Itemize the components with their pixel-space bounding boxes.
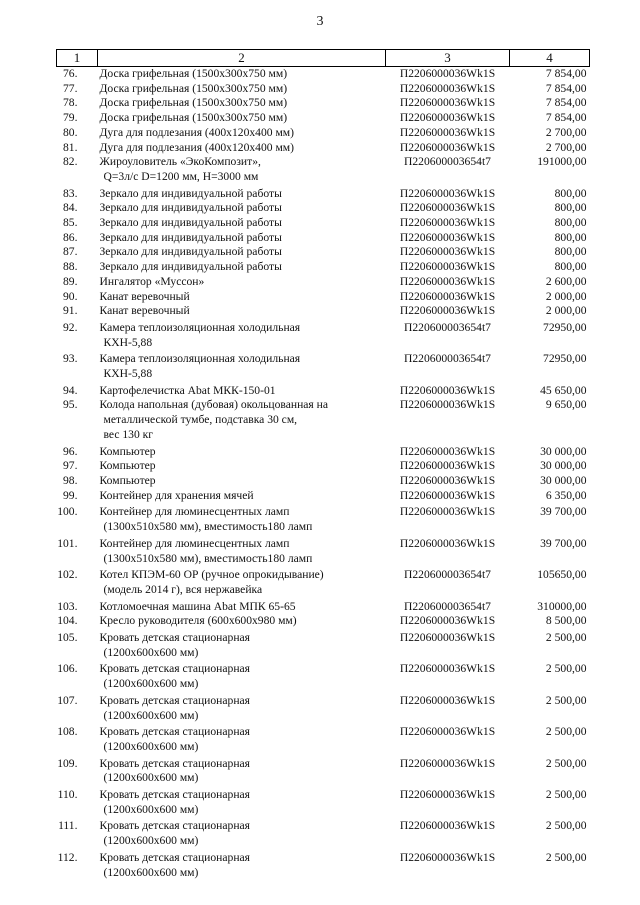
item-code: П2206000036Wk1S bbox=[399, 536, 496, 550]
item-name: (1200х600х600 мм) bbox=[103, 739, 199, 753]
item-name: Компьютер bbox=[99, 459, 156, 473]
item-price: 191000,00 bbox=[537, 155, 587, 169]
table-row-continuation bbox=[57, 740, 590, 755]
item-price: 2 500,00 bbox=[545, 819, 587, 833]
table-row-continuation bbox=[57, 834, 590, 849]
table-header bbox=[57, 50, 590, 67]
item-number bbox=[57, 740, 98, 755]
item-price: 9 650,00 bbox=[545, 398, 587, 412]
item-number: 105. bbox=[57, 631, 78, 645]
item-number: 84. bbox=[63, 201, 78, 215]
item-code bbox=[386, 834, 510, 849]
item-name: Кресло руководителя (600х600х980 мм) bbox=[99, 614, 297, 628]
item-number: 83. bbox=[63, 186, 78, 200]
item-name: Кровать детская стационарная bbox=[99, 850, 251, 864]
item-name: КХН-5,88 bbox=[103, 367, 153, 381]
item-name: Зеркало для индивидуальной работы bbox=[99, 260, 282, 274]
item-code bbox=[386, 646, 510, 661]
table-row bbox=[57, 819, 590, 834]
item-price bbox=[510, 866, 590, 881]
item-number bbox=[57, 428, 98, 443]
table-row bbox=[57, 459, 590, 474]
item-price bbox=[510, 646, 590, 661]
item-name: (1300х510х580 мм), вместимость180 ламп bbox=[103, 551, 313, 565]
item-number: 85. bbox=[63, 216, 78, 230]
item-name: Жироуловитель «ЭкоКомпозит», bbox=[99, 155, 261, 169]
table-row-continuation bbox=[57, 336, 590, 351]
table-row-continuation bbox=[57, 428, 590, 443]
item-name: (1200х600х600 мм) bbox=[103, 645, 199, 659]
column-header-3: 3 bbox=[386, 50, 510, 67]
column-header-4: 4 bbox=[510, 50, 590, 67]
item-price: 800,00 bbox=[554, 216, 587, 230]
item-code: П2206000036Wk1S bbox=[399, 289, 496, 303]
item-name: Доска грифельная (1500х300х750 мм) bbox=[99, 111, 288, 125]
item-price: 2 500,00 bbox=[545, 788, 587, 802]
table-row bbox=[57, 694, 590, 709]
item-code bbox=[386, 336, 510, 351]
table-row bbox=[57, 111, 590, 126]
column-header-2: 2 bbox=[98, 50, 386, 67]
item-price: 30 000,00 bbox=[540, 473, 587, 487]
item-price: 7 854,00 bbox=[545, 111, 587, 125]
table-row bbox=[57, 384, 590, 399]
item-name: Зеркало для индивидуальной работы bbox=[99, 230, 282, 244]
table-row bbox=[57, 537, 590, 552]
item-code: П2206000036Wk1S bbox=[399, 398, 496, 412]
item-code: П2206000036Wk1S bbox=[399, 304, 496, 318]
item-name: Доска грифельная (1500х300х750 мм) bbox=[99, 81, 288, 95]
table-row bbox=[57, 788, 590, 803]
item-code: П2206000036Wk1S bbox=[399, 245, 496, 259]
item-price: 2 000,00 bbox=[545, 289, 587, 303]
item-price: 45 650,00 bbox=[540, 383, 587, 397]
item-name: Картофелечистка Abat МКК-150-01 bbox=[99, 383, 276, 397]
item-price bbox=[510, 413, 590, 428]
item-number bbox=[57, 646, 98, 661]
table-row bbox=[57, 275, 590, 290]
item-price: 800,00 bbox=[554, 230, 587, 244]
item-code: П2206000036Wk1S bbox=[399, 274, 496, 288]
item-price: 72950,00 bbox=[543, 320, 587, 334]
table-row bbox=[57, 352, 590, 367]
item-name: Зеркало для индивидуальной работы bbox=[99, 186, 282, 200]
item-number: 88. bbox=[63, 260, 78, 274]
table-row bbox=[57, 398, 590, 413]
item-number bbox=[57, 336, 98, 351]
item-name: Котел КПЭМ-60 ОР (ручное опрокидывание) bbox=[99, 568, 324, 582]
item-price: 7 854,00 bbox=[545, 67, 587, 80]
item-code bbox=[386, 413, 510, 428]
item-price bbox=[510, 709, 590, 724]
item-price bbox=[510, 170, 590, 185]
item-price: 310000,00 bbox=[537, 599, 587, 613]
item-price bbox=[510, 740, 590, 755]
item-price bbox=[510, 834, 590, 849]
item-name: Канат веревочный bbox=[99, 289, 190, 303]
column-header-1: 1 bbox=[57, 50, 98, 67]
item-code: П2206000036Wk1S bbox=[399, 201, 496, 215]
item-name: Контейнер для хранения мячей bbox=[99, 488, 254, 502]
item-number bbox=[57, 709, 98, 724]
item-number: 79. bbox=[63, 111, 78, 125]
item-name: Зеркало для индивидуальной работы bbox=[99, 245, 282, 259]
item-price: 800,00 bbox=[554, 186, 587, 200]
item-number: 108. bbox=[57, 725, 78, 739]
item-number: 99. bbox=[63, 488, 78, 502]
item-name: Канат веревочный bbox=[99, 304, 190, 318]
item-name: Доска грифельная (1500х300х750 мм) bbox=[99, 67, 288, 80]
item-name: Дуга для подлезания (400х120х400 мм) bbox=[99, 125, 294, 139]
item-number: 102. bbox=[57, 568, 78, 582]
item-name: Кровать детская стационарная bbox=[99, 725, 251, 739]
item-price bbox=[510, 367, 590, 382]
item-number: 110. bbox=[57, 788, 78, 802]
table-row bbox=[57, 600, 590, 615]
item-code: П2206000036Wk1S bbox=[399, 459, 496, 473]
item-code: П2206000036Wk1S bbox=[399, 444, 496, 458]
table-row-continuation bbox=[57, 866, 590, 881]
item-name: КХН-5,88 bbox=[103, 335, 153, 349]
item-code: П2206000036Wk1S bbox=[399, 662, 496, 676]
item-name: (1200х600х600 мм) bbox=[103, 802, 199, 816]
item-code: П2206000036Wk1S bbox=[399, 383, 496, 397]
item-price bbox=[510, 583, 590, 598]
item-price: 30 000,00 bbox=[540, 444, 587, 458]
item-name: Кровать детская стационарная bbox=[99, 788, 251, 802]
item-number bbox=[57, 413, 98, 428]
item-price bbox=[510, 336, 590, 351]
table-row-continuation bbox=[57, 413, 590, 428]
item-code: П2206000036Wk1S bbox=[399, 96, 496, 110]
item-price: 2 500,00 bbox=[545, 756, 587, 770]
item-code bbox=[386, 740, 510, 755]
item-name: Дуга для подлезания (400х120х400 мм) bbox=[99, 140, 294, 154]
table-row bbox=[57, 67, 590, 82]
item-code bbox=[386, 709, 510, 724]
item-code: П2206000036Wk1S bbox=[399, 186, 496, 200]
item-price bbox=[510, 771, 590, 786]
item-code bbox=[386, 677, 510, 692]
item-number: 111. bbox=[58, 819, 78, 833]
item-number: 89. bbox=[63, 274, 78, 288]
item-code bbox=[386, 170, 510, 185]
item-number bbox=[57, 520, 98, 535]
item-price: 800,00 bbox=[554, 245, 587, 259]
table-row-continuation bbox=[57, 646, 590, 661]
page-number: 3 bbox=[316, 14, 324, 29]
table-row bbox=[57, 187, 590, 202]
table-row-continuation bbox=[57, 367, 590, 382]
table-row bbox=[57, 725, 590, 740]
item-name: Компьютер bbox=[99, 444, 156, 458]
table-row-continuation bbox=[57, 803, 590, 818]
item-name: Зеркало для индивидуальной работы bbox=[99, 216, 282, 230]
table-row-continuation bbox=[57, 771, 590, 786]
item-code: П2206000036Wk1S bbox=[399, 230, 496, 244]
item-code bbox=[386, 428, 510, 443]
item-number: 90. bbox=[63, 289, 78, 303]
item-number: 87. bbox=[63, 245, 78, 259]
item-price: 8 500,00 bbox=[545, 614, 587, 628]
item-number: 93. bbox=[63, 352, 78, 366]
item-name: (1300х510х580 мм), вместимость180 ламп bbox=[103, 520, 313, 534]
table-row bbox=[57, 96, 590, 111]
item-number: 106. bbox=[57, 662, 78, 676]
item-price: 39 700,00 bbox=[540, 505, 587, 519]
item-price: 6 350,00 bbox=[545, 488, 587, 502]
item-name: Ингалятор «Муссон» bbox=[99, 274, 205, 288]
table-row bbox=[57, 201, 590, 216]
item-price: 2 500,00 bbox=[545, 850, 587, 864]
item-number: 91. bbox=[63, 304, 78, 318]
item-name: (1200х600х600 мм) bbox=[103, 771, 199, 785]
table-row bbox=[57, 474, 590, 489]
item-code: П2206000036Wk1S bbox=[399, 216, 496, 230]
item-number bbox=[57, 367, 98, 382]
item-name: Доска грифельная (1500х300х750 мм) bbox=[99, 96, 288, 110]
table-row bbox=[57, 141, 590, 156]
table-row-continuation bbox=[57, 170, 590, 185]
item-code bbox=[386, 866, 510, 881]
item-name: Камера теплоизоляционная холодильная bbox=[99, 320, 301, 334]
table-row bbox=[57, 445, 590, 460]
table-row bbox=[57, 662, 590, 677]
item-name: (1200х600х600 мм) bbox=[103, 677, 199, 691]
item-number bbox=[57, 834, 98, 849]
item-code: П2206000036Wk1S bbox=[399, 111, 496, 125]
item-code: П2206000036Wk1S bbox=[399, 488, 496, 502]
item-number bbox=[57, 771, 98, 786]
table-row bbox=[57, 216, 590, 231]
item-code: П220600003654t7 bbox=[404, 155, 491, 169]
item-price: 800,00 bbox=[554, 260, 587, 274]
item-price: 2 500,00 bbox=[545, 725, 587, 739]
item-code: П2206000036Wk1S bbox=[399, 725, 496, 739]
item-code: П2206000036Wk1S bbox=[399, 756, 496, 770]
item-code bbox=[386, 552, 510, 567]
item-code: П220600003654t7 bbox=[404, 352, 491, 366]
item-name: Камера теплоизоляционная холодильная bbox=[99, 352, 301, 366]
item-number: 86. bbox=[63, 230, 78, 244]
item-name: Кровать детская стационарная bbox=[99, 662, 251, 676]
item-code: П2206000036Wk1S bbox=[399, 140, 496, 154]
item-number: 78. bbox=[63, 96, 78, 110]
item-name: Кровать детская стационарная bbox=[99, 693, 251, 707]
item-code: П2206000036Wk1S bbox=[399, 614, 496, 628]
item-code: П2206000036Wk1S bbox=[399, 788, 496, 802]
item-name: (1200х600х600 мм) bbox=[103, 834, 199, 848]
table-row bbox=[57, 757, 590, 772]
item-number: 101. bbox=[57, 536, 78, 550]
item-name: (1200х600х600 мм) bbox=[103, 708, 199, 722]
item-number: 94. bbox=[63, 383, 78, 397]
table-row bbox=[57, 245, 590, 260]
item-number: 109. bbox=[57, 756, 78, 770]
item-number: 103. bbox=[57, 599, 78, 613]
item-price: 2 600,00 bbox=[545, 274, 587, 288]
item-number bbox=[57, 866, 98, 881]
item-code: П2206000036Wk1S bbox=[399, 693, 496, 707]
item-price: 2 500,00 bbox=[545, 662, 587, 676]
table-row bbox=[57, 631, 590, 646]
item-code bbox=[386, 583, 510, 598]
item-name: Колода напольная (дубовая) окольцованная на bbox=[99, 398, 329, 412]
table-row bbox=[57, 260, 590, 275]
table-row-continuation bbox=[57, 709, 590, 724]
item-code: П2206000036Wk1S bbox=[399, 260, 496, 274]
item-price: 2 700,00 bbox=[545, 125, 587, 139]
item-number: 98. bbox=[63, 473, 78, 487]
item-code: П2206000036Wk1S bbox=[399, 473, 496, 487]
item-number: 96. bbox=[63, 444, 78, 458]
item-number bbox=[57, 170, 98, 185]
item-price bbox=[510, 520, 590, 535]
item-price bbox=[510, 428, 590, 443]
item-number: 81. bbox=[63, 140, 78, 154]
table-row bbox=[57, 126, 590, 141]
item-price: 105650,00 bbox=[537, 568, 587, 582]
item-price: 7 854,00 bbox=[545, 81, 587, 95]
item-code: П2206000036Wk1S bbox=[399, 819, 496, 833]
item-number bbox=[57, 583, 98, 598]
item-price: 2 500,00 bbox=[545, 631, 587, 645]
item-price: 30 000,00 bbox=[540, 459, 587, 473]
table-row bbox=[57, 82, 590, 97]
item-price bbox=[510, 677, 590, 692]
item-name: Контейнер для люминесцентных ламп bbox=[99, 536, 290, 550]
item-price: 7 854,00 bbox=[545, 96, 587, 110]
item-number bbox=[57, 677, 98, 692]
table-body bbox=[57, 67, 590, 881]
item-name: Котломоечная машина Abat МПК 65-65 bbox=[99, 599, 296, 613]
item-name: Компьютер bbox=[99, 473, 156, 487]
item-price: 2 500,00 bbox=[545, 693, 587, 707]
item-price: 800,00 bbox=[554, 201, 587, 215]
item-code: П220600003654t7 bbox=[404, 599, 491, 613]
item-number: 82. bbox=[63, 155, 78, 169]
table-row bbox=[57, 231, 590, 246]
item-name: Контейнер для люминесцентных ламп bbox=[99, 505, 290, 519]
item-number: 92. bbox=[63, 320, 78, 334]
table-row bbox=[57, 851, 590, 866]
item-name: металлической тумбе, подставка 30 см, bbox=[103, 413, 298, 427]
item-name: Кровать детская стационарная bbox=[99, 819, 251, 833]
item-number bbox=[57, 803, 98, 818]
item-name: (1200х600х600 мм) bbox=[103, 865, 199, 879]
item-number: 97. bbox=[63, 459, 78, 473]
item-name: Кровать детская стационарная bbox=[99, 756, 251, 770]
item-number: 100. bbox=[57, 505, 78, 519]
item-name: Q=3л/с D=1200 мм, Н=3000 мм bbox=[103, 169, 259, 183]
table-row bbox=[57, 321, 590, 336]
item-code: П2206000036Wk1S bbox=[399, 67, 496, 80]
item-code: П2206000036Wk1S bbox=[399, 505, 496, 519]
item-code: П2206000036Wk1S bbox=[399, 631, 496, 645]
item-number: 80. bbox=[63, 125, 78, 139]
table-row bbox=[57, 489, 590, 504]
table-row-continuation bbox=[57, 520, 590, 535]
item-price: 2 700,00 bbox=[545, 140, 587, 154]
table-row-continuation bbox=[57, 583, 590, 598]
item-price: 39 700,00 bbox=[540, 536, 587, 550]
item-name: вес 130 кг bbox=[103, 427, 154, 441]
item-number: 95. bbox=[63, 398, 78, 412]
item-code bbox=[386, 367, 510, 382]
item-number: 76. bbox=[63, 67, 78, 80]
item-code: П2206000036Wk1S bbox=[399, 850, 496, 864]
item-code: П2206000036Wk1S bbox=[399, 81, 496, 95]
inventory-table bbox=[56, 49, 590, 880]
table-row bbox=[57, 155, 590, 170]
item-code bbox=[386, 771, 510, 786]
item-number bbox=[57, 552, 98, 567]
table-row bbox=[57, 568, 590, 583]
item-code: П220600003654t7 bbox=[404, 320, 491, 334]
table-row bbox=[57, 290, 590, 305]
table-row bbox=[57, 614, 590, 629]
table-row bbox=[57, 304, 590, 319]
item-price: 2 000,00 bbox=[545, 304, 587, 318]
item-price bbox=[510, 803, 590, 818]
table-row-continuation bbox=[57, 552, 590, 567]
item-code bbox=[386, 803, 510, 818]
item-price bbox=[510, 552, 590, 567]
item-price: 72950,00 bbox=[543, 352, 587, 366]
item-number: 112. bbox=[57, 850, 78, 864]
item-name: Зеркало для индивидуальной работы bbox=[99, 201, 282, 215]
item-number: 107. bbox=[57, 693, 78, 707]
item-name: (модель 2014 г), вся нержавейка bbox=[103, 582, 263, 596]
item-code: П2206000036Wk1S bbox=[399, 125, 496, 139]
item-number: 104. bbox=[57, 614, 78, 628]
item-code bbox=[386, 520, 510, 535]
item-name: Кровать детская стационарная bbox=[99, 631, 251, 645]
item-code: П220600003654t7 bbox=[404, 568, 491, 582]
table-row-continuation bbox=[57, 677, 590, 692]
item-number: 77. bbox=[63, 81, 78, 95]
table-row bbox=[57, 505, 590, 520]
